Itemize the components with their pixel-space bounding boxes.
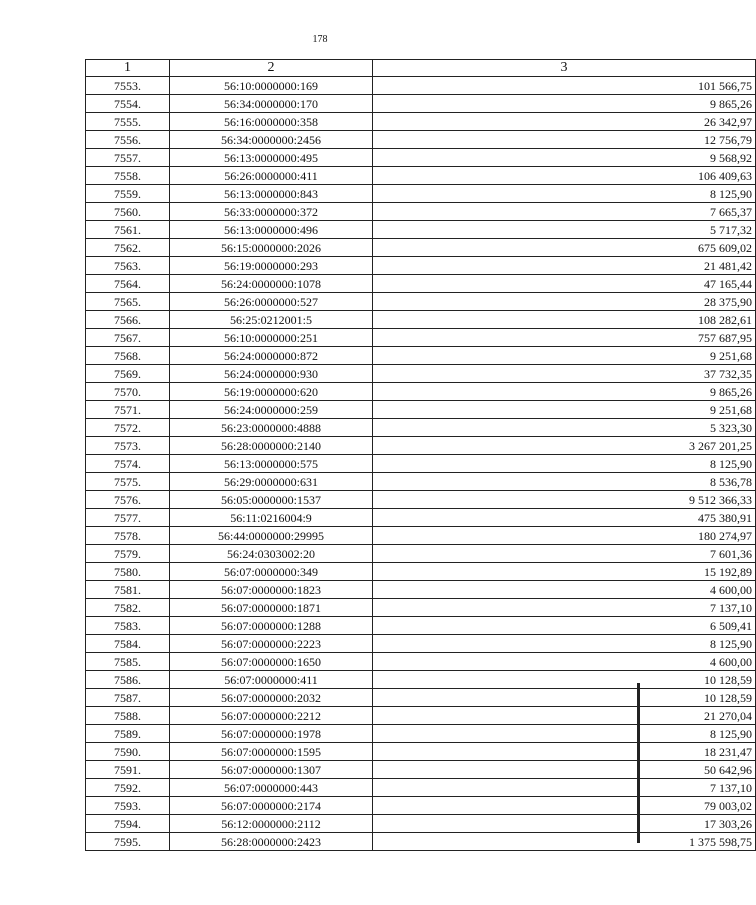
row-number: 7562. (86, 239, 170, 257)
amount-value: 4 600,00 (373, 653, 756, 671)
cadastral-number: 56:24:0000000:1078 (170, 275, 373, 293)
amount-value: 8 125,90 (373, 455, 756, 473)
row-number: 7573. (86, 437, 170, 455)
amount-value: 10 128,59 (373, 671, 756, 689)
amount-value: 18 231,47 (373, 743, 756, 761)
cadastral-number: 56:15:0000000:2026 (170, 239, 373, 257)
table-row (86, 563, 756, 581)
amount-value: 17 303,26 (373, 815, 756, 833)
row-number: 7569. (86, 365, 170, 383)
cadastral-number: 56:07:0000000:1823 (170, 581, 373, 599)
cadastral-number: 56:33:0000000:372 (170, 203, 373, 221)
row-number: 7588. (86, 707, 170, 725)
table-row (86, 185, 756, 203)
amount-value: 9 251,68 (373, 347, 756, 365)
row-number: 7589. (86, 725, 170, 743)
row-number: 7563. (86, 257, 170, 275)
column-header-2: 2 (170, 60, 373, 77)
cadastral-number: 56:05:0000000:1537 (170, 491, 373, 509)
table-row (86, 329, 756, 347)
table-row (86, 113, 756, 131)
table-row (86, 473, 756, 491)
amount-value: 12 756,79 (373, 131, 756, 149)
table-row (86, 203, 756, 221)
amount-value: 8 536,78 (373, 473, 756, 491)
row-number: 7574. (86, 455, 170, 473)
cadastral-number: 56:28:0000000:2423 (170, 833, 373, 851)
amount-value: 9 865,26 (373, 383, 756, 401)
amount-value: 9 568,92 (373, 149, 756, 167)
header-row (86, 60, 756, 77)
amount-value: 8 125,90 (373, 725, 756, 743)
table-row (86, 419, 756, 437)
row-number: 7586. (86, 671, 170, 689)
table-row (86, 707, 756, 725)
row-number: 7559. (86, 185, 170, 203)
row-number: 7565. (86, 293, 170, 311)
table-row (86, 149, 756, 167)
cadastral-number: 56:24:0000000:872 (170, 347, 373, 365)
row-number: 7579. (86, 545, 170, 563)
amount-value: 9 865,26 (373, 95, 756, 113)
amount-value: 108 282,61 (373, 311, 756, 329)
cadastral-number: 56:16:0000000:358 (170, 113, 373, 131)
table-body (86, 77, 756, 851)
table-row (86, 761, 756, 779)
row-number: 7594. (86, 815, 170, 833)
table-row (86, 833, 756, 851)
registry-table (85, 59, 756, 851)
cadastral-number: 56:19:0000000:620 (170, 383, 373, 401)
amount-value: 7 137,10 (373, 779, 756, 797)
amount-value: 757 687,95 (373, 329, 756, 347)
table-row (86, 653, 756, 671)
table-row (86, 599, 756, 617)
cadastral-number: 56:44:0000000:29995 (170, 527, 373, 545)
row-number: 7570. (86, 383, 170, 401)
cadastral-number: 56:24:0000000:930 (170, 365, 373, 383)
cadastral-number: 56:24:0303002:20 (170, 545, 373, 563)
cadastral-number: 56:07:0000000:1650 (170, 653, 373, 671)
cadastral-number: 56:28:0000000:2140 (170, 437, 373, 455)
cadastral-number: 56:13:0000000:843 (170, 185, 373, 203)
table-row (86, 437, 756, 455)
row-number: 7555. (86, 113, 170, 131)
table-row (86, 365, 756, 383)
row-number: 7558. (86, 167, 170, 185)
cadastral-number: 56:29:0000000:631 (170, 473, 373, 491)
amount-value: 101 566,75 (373, 77, 756, 95)
amount-value: 79 003,02 (373, 797, 756, 815)
table-row (86, 95, 756, 113)
cadastral-number: 56:11:0216004:9 (170, 509, 373, 527)
cadastral-number: 56:07:0000000:2032 (170, 689, 373, 707)
row-number: 7568. (86, 347, 170, 365)
cadastral-number: 56:07:0000000:1871 (170, 599, 373, 617)
amount-value: 8 125,90 (373, 185, 756, 203)
table-row (86, 689, 756, 707)
row-number: 7572. (86, 419, 170, 437)
cadastral-number: 56:19:0000000:293 (170, 257, 373, 275)
cadastral-number: 56:07:0000000:349 (170, 563, 373, 581)
row-number: 7576. (86, 491, 170, 509)
row-number: 7583. (86, 617, 170, 635)
amount-value: 6 509,41 (373, 617, 756, 635)
amount-value: 106 409,63 (373, 167, 756, 185)
row-number: 7561. (86, 221, 170, 239)
cadastral-number: 56:34:0000000:170 (170, 95, 373, 113)
row-number: 7554. (86, 95, 170, 113)
row-number: 7564. (86, 275, 170, 293)
cadastral-number: 56:25:0212001:5 (170, 311, 373, 329)
table-row (86, 491, 756, 509)
cadastral-number: 56:07:0000000:1978 (170, 725, 373, 743)
amount-value: 5 323,30 (373, 419, 756, 437)
cadastral-number: 56:10:0000000:169 (170, 77, 373, 95)
row-number: 7587. (86, 689, 170, 707)
column-header-3: 3 (373, 60, 756, 77)
amount-value: 3 267 201,25 (373, 437, 756, 455)
row-number: 7580. (86, 563, 170, 581)
cadastral-number: 56:07:0000000:2223 (170, 635, 373, 653)
amount-value: 10 128,59 (373, 689, 756, 707)
table-row (86, 527, 756, 545)
amount-value: 50 642,96 (373, 761, 756, 779)
cadastral-number: 56:10:0000000:251 (170, 329, 373, 347)
cadastral-number: 56:23:0000000:4888 (170, 419, 373, 437)
table-row (86, 311, 756, 329)
amount-value: 675 609,02 (373, 239, 756, 257)
cadastral-number: 56:34:0000000:2456 (170, 131, 373, 149)
row-number: 7577. (86, 509, 170, 527)
table-row (86, 221, 756, 239)
table-row (86, 509, 756, 527)
table-row (86, 275, 756, 293)
row-number: 7556. (86, 131, 170, 149)
amount-value: 7 601,36 (373, 545, 756, 563)
row-number: 7593. (86, 797, 170, 815)
amount-value: 37 732,35 (373, 365, 756, 383)
row-number: 7578. (86, 527, 170, 545)
amount-value: 26 342,97 (373, 113, 756, 131)
cadastral-number: 56:24:0000000:259 (170, 401, 373, 419)
cadastral-number: 56:07:0000000:443 (170, 779, 373, 797)
table-row (86, 401, 756, 419)
row-number: 7581. (86, 581, 170, 599)
table-row (86, 383, 756, 401)
table-row (86, 545, 756, 563)
table-row (86, 725, 756, 743)
table-row (86, 239, 756, 257)
amount-value: 9 512 366,33 (373, 491, 756, 509)
table-row (86, 167, 756, 185)
table-row (86, 581, 756, 599)
table-row (86, 797, 756, 815)
amount-value: 21 481,42 (373, 257, 756, 275)
cadastral-number: 56:13:0000000:575 (170, 455, 373, 473)
row-number: 7595. (86, 833, 170, 851)
table-row (86, 779, 756, 797)
table-row (86, 347, 756, 365)
table-row (86, 293, 756, 311)
row-number: 7560. (86, 203, 170, 221)
cadastral-number: 56:07:0000000:2212 (170, 707, 373, 725)
row-number: 7582. (86, 599, 170, 617)
cadastral-number: 56:07:0000000:1288 (170, 617, 373, 635)
cadastral-number: 56:13:0000000:495 (170, 149, 373, 167)
amount-value: 475 380,91 (373, 509, 756, 527)
row-number: 7575. (86, 473, 170, 491)
amount-value: 4 600,00 (373, 581, 756, 599)
row-number: 7584. (86, 635, 170, 653)
table-row (86, 617, 756, 635)
column-header-1: 1 (86, 60, 170, 77)
row-number: 7567. (86, 329, 170, 347)
table-row (86, 257, 756, 275)
page-number: 178 (312, 34, 328, 45)
table-row (86, 455, 756, 473)
cadastral-number: 56:07:0000000:2174 (170, 797, 373, 815)
row-number: 7566. (86, 311, 170, 329)
row-number: 7585. (86, 653, 170, 671)
row-number: 7591. (86, 761, 170, 779)
cadastral-number: 56:26:0000000:527 (170, 293, 373, 311)
table-row (86, 671, 756, 689)
table-row (86, 743, 756, 761)
row-number: 7590. (86, 743, 170, 761)
table-row (86, 815, 756, 833)
amount-value: 47 165,44 (373, 275, 756, 293)
row-number: 7553. (86, 77, 170, 95)
cadastral-number: 56:13:0000000:496 (170, 221, 373, 239)
amount-value: 21 270,04 (373, 707, 756, 725)
table-row (86, 77, 756, 95)
amount-value: 7 137,10 (373, 599, 756, 617)
cadastral-number: 56:07:0000000:411 (170, 671, 373, 689)
table-row (86, 131, 756, 149)
cadastral-number: 56:07:0000000:1307 (170, 761, 373, 779)
amount-value: 15 192,89 (373, 563, 756, 581)
amount-value: 180 274,97 (373, 527, 756, 545)
cadastral-number: 56:07:0000000:1595 (170, 743, 373, 761)
amount-value: 7 665,37 (373, 203, 756, 221)
cadastral-number: 56:12:0000000:2112 (170, 815, 373, 833)
amount-value: 1 375 598,75 (373, 833, 756, 851)
amount-value: 5 717,32 (373, 221, 756, 239)
table-row (86, 635, 756, 653)
row-number: 7571. (86, 401, 170, 419)
amount-value: 9 251,68 (373, 401, 756, 419)
row-number: 7592. (86, 779, 170, 797)
page-edge-mark (637, 683, 640, 843)
cadastral-number: 56:26:0000000:411 (170, 167, 373, 185)
amount-value: 28 375,90 (373, 293, 756, 311)
row-number: 7557. (86, 149, 170, 167)
amount-value: 8 125,90 (373, 635, 756, 653)
